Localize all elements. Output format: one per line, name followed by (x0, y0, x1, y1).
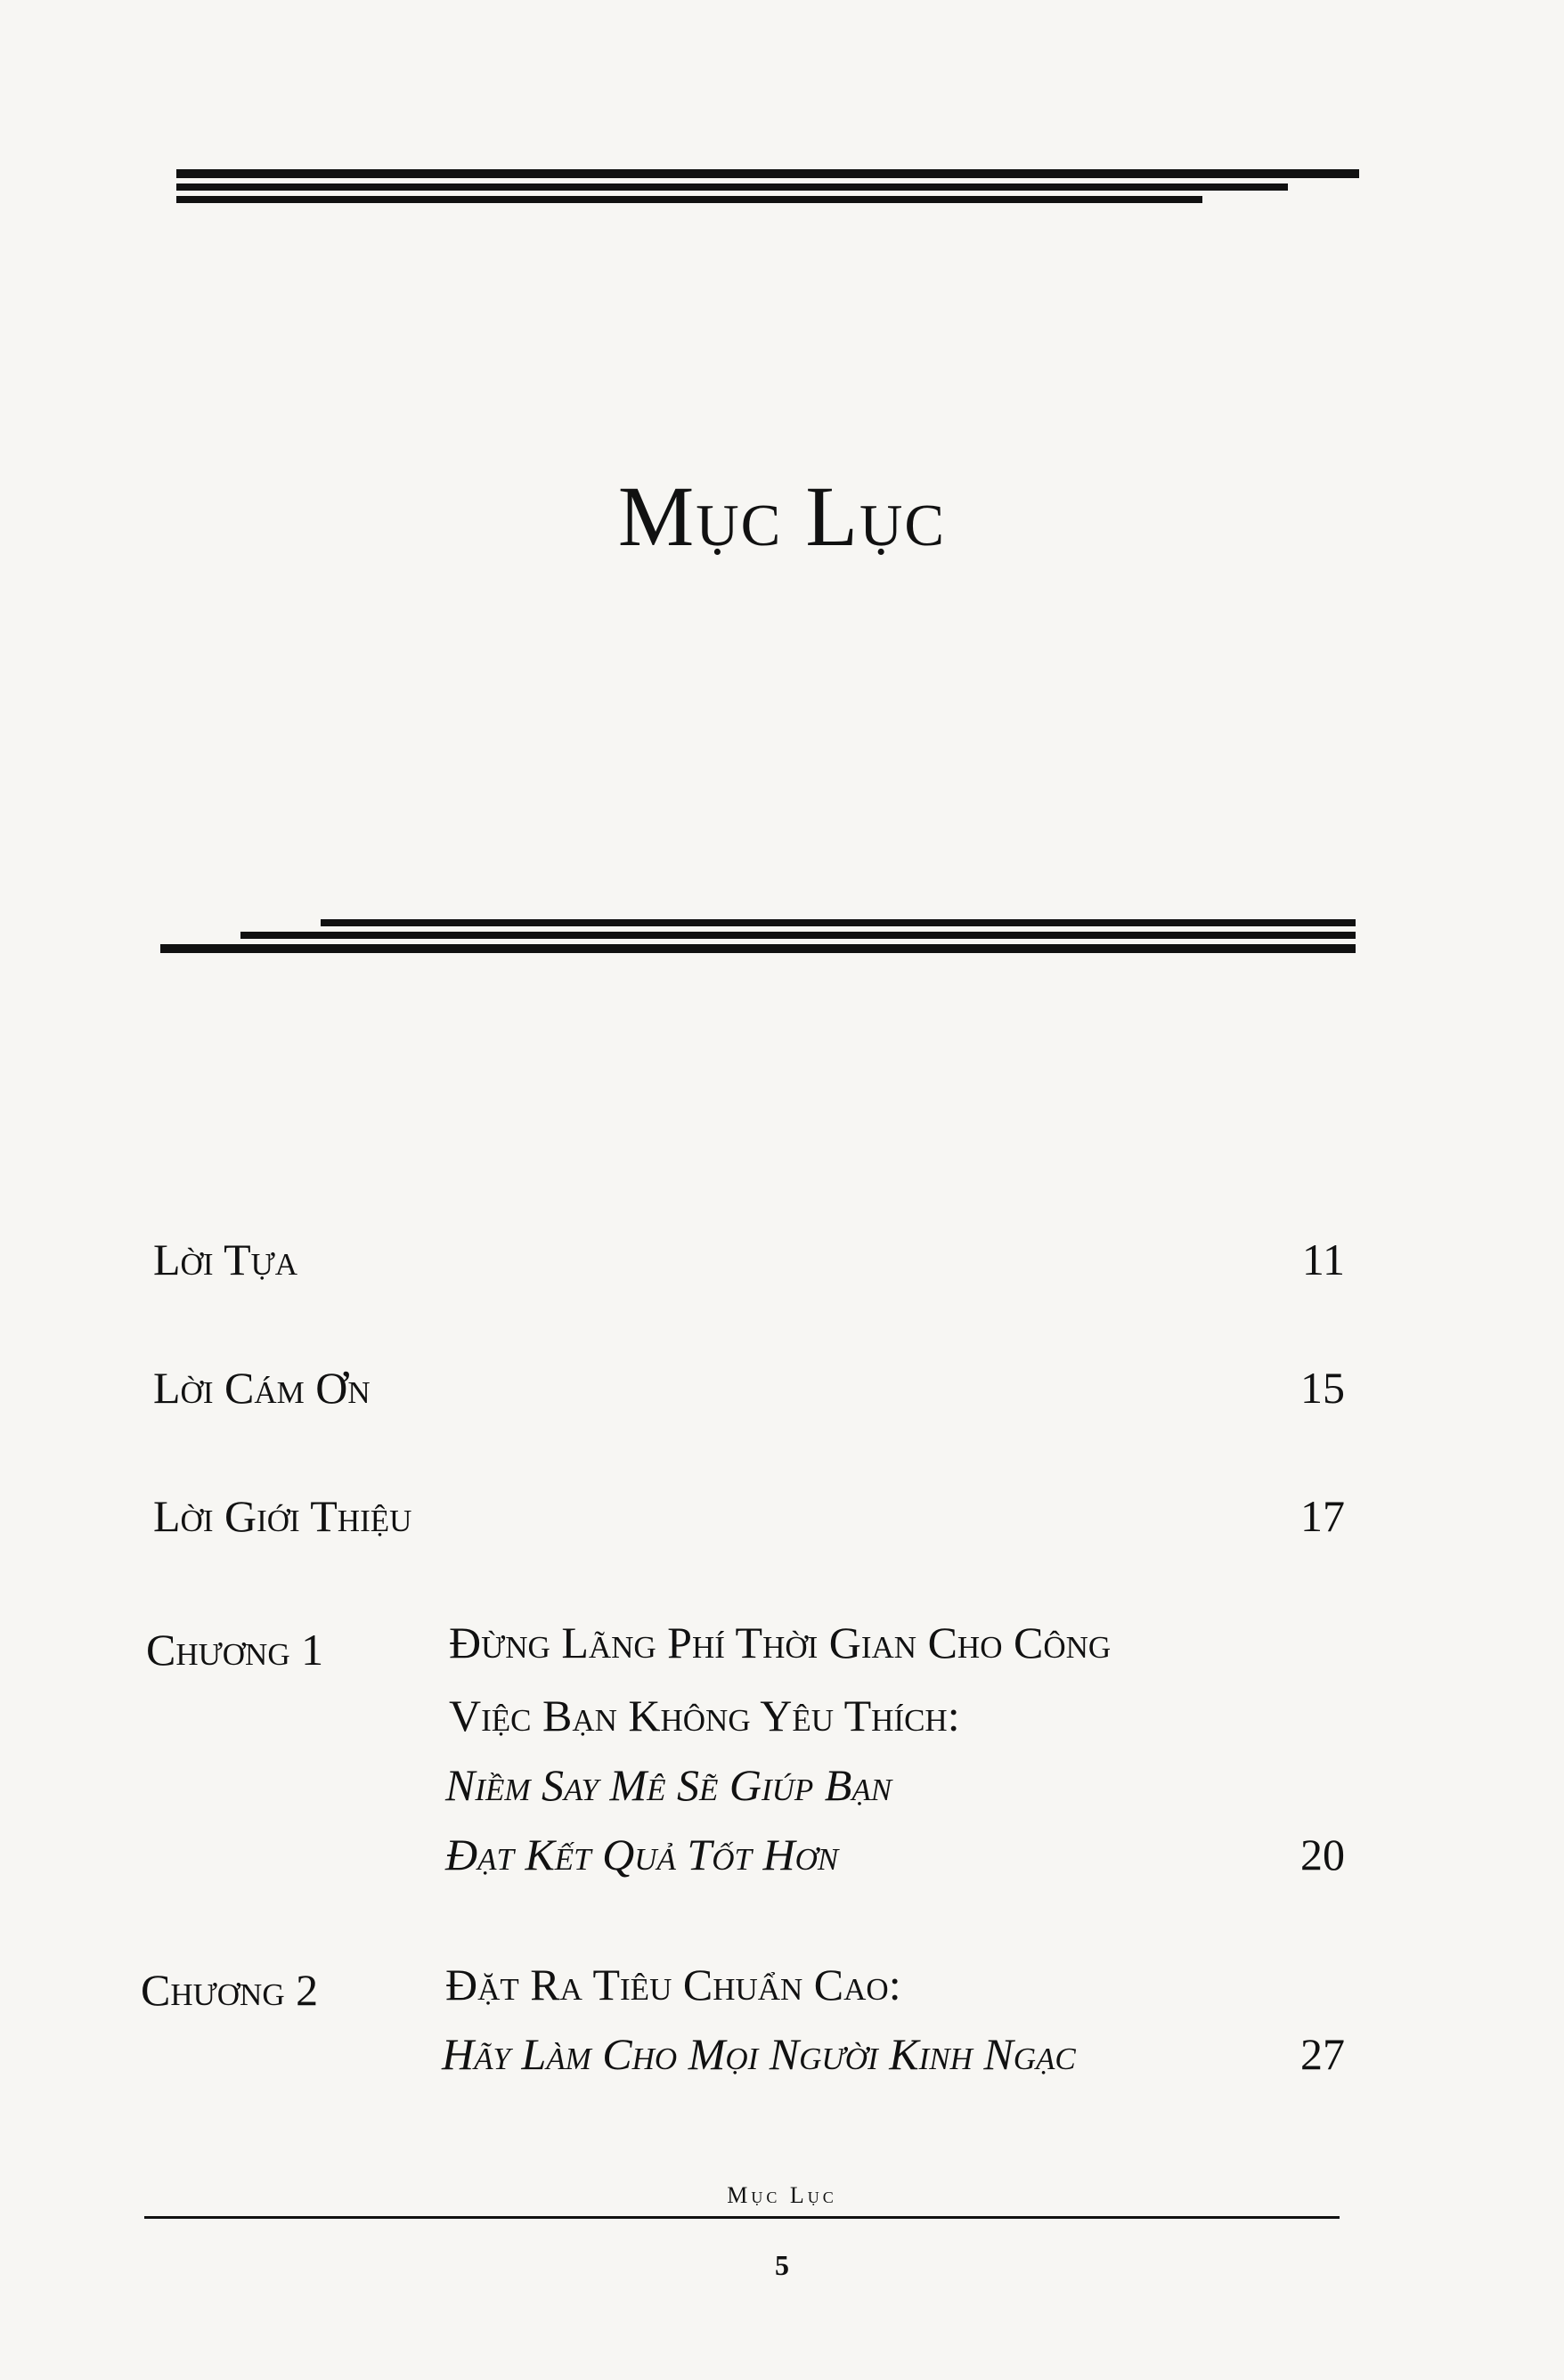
chapter-title-line: Đặt Ra Tiêu Chuẩn Cao: (445, 1960, 901, 2009)
mid-rule-3 (160, 944, 1356, 953)
chapter-label: Chương 1 (146, 1625, 324, 1675)
top-rule-2 (176, 183, 1288, 191)
running-footer-title: Mục Lục (727, 2182, 837, 2208)
chapter-title-line: Đừng Lãng Phí Thời Gian Cho Công (449, 1618, 1112, 1667)
top-rule-1 (176, 169, 1359, 178)
chapter-page: 20 (1300, 1830, 1345, 1879)
page-number: 5 (775, 2249, 789, 2281)
chapter-subtitle-line: Hãy Làm Cho Mọi Người Kinh Ngạc (442, 2029, 1076, 2079)
toc-entry-page: 17 (1300, 1491, 1345, 1541)
footer-rule (144, 2216, 1340, 2219)
top-rule-3 (176, 196, 1202, 203)
chapter-subtitle-line: Đạt Kết Quả Tốt Hơn (445, 1830, 839, 1879)
toc-entry-label: Lời Giới Thiệu (153, 1491, 412, 1541)
toc-entry-page: 15 (1300, 1363, 1345, 1413)
page-title: Mục Lục (617, 469, 947, 564)
mid-rule-1 (321, 919, 1356, 926)
mid-rule-2 (240, 932, 1356, 939)
chapter-page: 27 (1300, 2029, 1345, 2079)
toc-entry-label: Lời Tựa (153, 1235, 298, 1284)
toc-entry-label: Lời Cám Ơn (153, 1363, 371, 1413)
chapter-subtitle-line: Niềm Say Mê Sẽ Giúp Bạn (445, 1760, 892, 1810)
chapter-title-line: Việc Bạn Không Yêu Thích: (449, 1691, 960, 1740)
chapter-label: Chương 2 (141, 1965, 319, 2015)
toc-entry-page: 11 (1301, 1235, 1345, 1284)
